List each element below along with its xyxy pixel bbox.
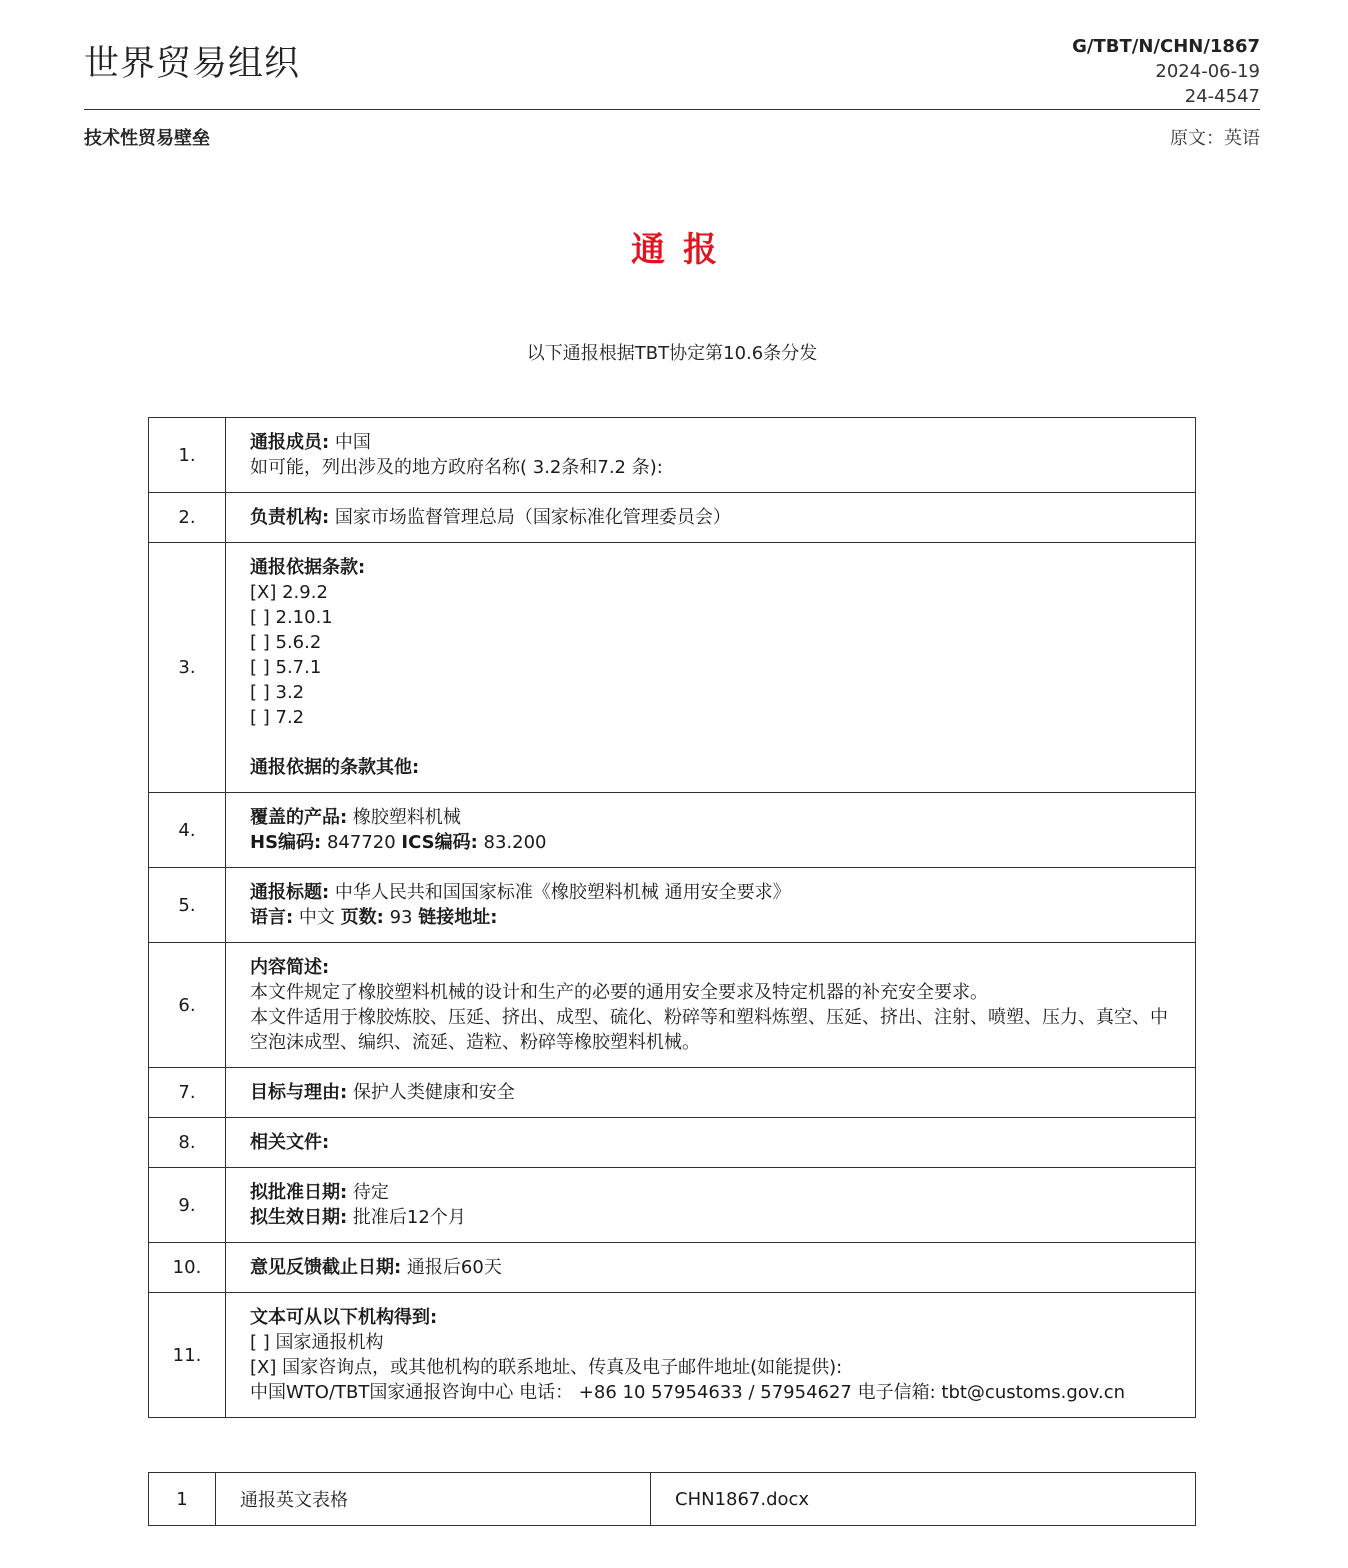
field-value: 批准后12个月: [347, 1207, 466, 1228]
row-number: 1.: [149, 418, 226, 493]
field-label: 通报依据条款:: [250, 557, 366, 578]
field-value: 通报后60天: [401, 1257, 502, 1278]
row-number: 9.: [149, 1168, 226, 1243]
organization-title: 世界贸易组织: [84, 44, 301, 84]
row-content: [226, 1118, 1196, 1168]
attachment-description: 通报英文表格: [216, 1473, 651, 1526]
table-row: [149, 1473, 1196, 1526]
table-row: [149, 418, 1196, 493]
attachment-file-link[interactable]: CHN1867.docx: [651, 1473, 1196, 1526]
description-paragraph: 本文件规定了橡胶塑料机械的设计和生产的必要的通用安全要求及特定机器的补充安全要求。: [250, 982, 988, 1003]
row-content: [226, 793, 1196, 868]
field-label: 相关文件:: [250, 1132, 330, 1153]
row-content: [226, 543, 1196, 793]
row-number: 6.: [149, 943, 226, 1068]
checkbox-option: [ ] 3.2: [250, 682, 305, 703]
table-row: [149, 1118, 1196, 1168]
row-content: [226, 1068, 1196, 1118]
field-label: 链接地址:: [418, 907, 498, 928]
table-row: [149, 493, 1196, 543]
notification-subtitle: 以下通报根据TBT协定第10.6条分发: [526, 343, 818, 364]
field-label: 页数:: [340, 907, 384, 928]
field-label: 覆盖的产品:: [250, 807, 348, 828]
header-divider: [84, 109, 1260, 110]
contact-info: 中国WTO/TBT国家通报咨询中心 电话： +86 10 57954633 / 57954627 电子信箱: tbt@customs.gov.cn: [250, 1382, 1126, 1403]
table-row: [149, 1243, 1196, 1293]
table-row: [149, 1293, 1196, 1418]
table-row: [149, 1168, 1196, 1243]
field-label: 拟生效日期:: [250, 1207, 348, 1228]
field-label: 负责机构:: [250, 507, 330, 528]
table-row: [149, 868, 1196, 943]
original-language: 原文：英语: [1170, 128, 1260, 149]
field-value: 保护人类健康和安全: [347, 1082, 515, 1103]
attachment-number: 1: [149, 1473, 216, 1526]
row-number: 7.: [149, 1068, 226, 1118]
field-label: 内容简述:: [250, 957, 330, 978]
row-content: [226, 1168, 1196, 1243]
field-value: 中国: [329, 432, 371, 453]
row-content: [226, 1243, 1196, 1293]
notification-table: [148, 417, 1196, 1418]
table-row: [149, 943, 1196, 1068]
row-number: 5.: [149, 868, 226, 943]
field-value: 橡胶塑料机械: [347, 807, 461, 828]
notification-title: 通报: [631, 230, 735, 270]
table-row: [149, 543, 1196, 793]
field-label: 通报成员:: [250, 432, 330, 453]
row-content: [226, 943, 1196, 1068]
table-row: [149, 1068, 1196, 1118]
attachment-table: [148, 1472, 1196, 1526]
committee-name: 技术性贸易壁垒: [84, 128, 210, 149]
row-content: [226, 868, 1196, 943]
row-number: 2.: [149, 493, 226, 543]
field-label: ICS编码:: [401, 832, 478, 853]
checkbox-option: [X] 国家咨询点，或其他机构的联系地址、传真及电子邮件地址(如能提供):: [250, 1357, 843, 1378]
field-value: 93: [383, 907, 419, 928]
document-symbol: G/TBT/N/CHN/1867: [1072, 36, 1260, 57]
row-number: 10.: [149, 1243, 226, 1293]
row-number: 8.: [149, 1118, 226, 1168]
checkbox-option: [ ] 国家通报机构: [250, 1332, 384, 1353]
field-label: 通报标题:: [250, 882, 330, 903]
document-date: 2024-06-19: [1155, 61, 1260, 82]
row-content: [226, 493, 1196, 543]
field-value: 中华人民共和国国家标准《橡胶塑料机械 通用安全要求》: [329, 882, 791, 903]
field-value: 83.200: [477, 832, 547, 853]
field-label: 拟批准日期:: [250, 1182, 348, 1203]
description-paragraph: 本文件适用于橡胶炼胶、压延、挤出、成型、硫化、粉碎等和塑料炼塑、压延、挤出、注射、喷塑、压力、真空、中空泡沫成型、编织、流延、造粒、粉碎等橡胶塑料机械。: [250, 1007, 1168, 1053]
spacer: [250, 730, 1171, 755]
field-value: 待定: [347, 1182, 389, 1203]
field-label: HS编码:: [250, 832, 322, 853]
checkbox-option: [X] 2.9.2: [250, 582, 328, 603]
row-number: 4.: [149, 793, 226, 868]
field-label: 语言:: [250, 907, 294, 928]
field-value: 847720: [321, 832, 402, 853]
field-label: 意见反馈截止日期:: [250, 1257, 402, 1278]
document-number: 24-4547: [1184, 86, 1260, 107]
checkbox-option: [ ] 5.6.2: [250, 632, 322, 653]
field-label: 通报依据的条款其他:: [250, 757, 420, 778]
checkbox-option: [ ] 7.2: [250, 707, 305, 728]
field-label: 目标与理由:: [250, 1082, 348, 1103]
checkbox-option: [ ] 5.7.1: [250, 657, 322, 678]
field-value: 中文: [293, 907, 341, 928]
row-content: [226, 1293, 1196, 1418]
row-number: 3.: [149, 543, 226, 793]
field-note: 如可能，列出涉及的地方政府名称( 3.2条和7.2 条):: [250, 457, 663, 478]
row-content: [226, 418, 1196, 493]
field-value: 国家市场监督管理总局（国家标准化管理委员会）: [329, 507, 731, 528]
row-number: 11.: [149, 1293, 226, 1418]
document-meta: [1072, 34, 1260, 109]
field-label: 文本可从以下机构得到:: [250, 1307, 438, 1328]
table-row: [149, 793, 1196, 868]
checkbox-option: [ ] 2.10.1: [250, 607, 333, 628]
